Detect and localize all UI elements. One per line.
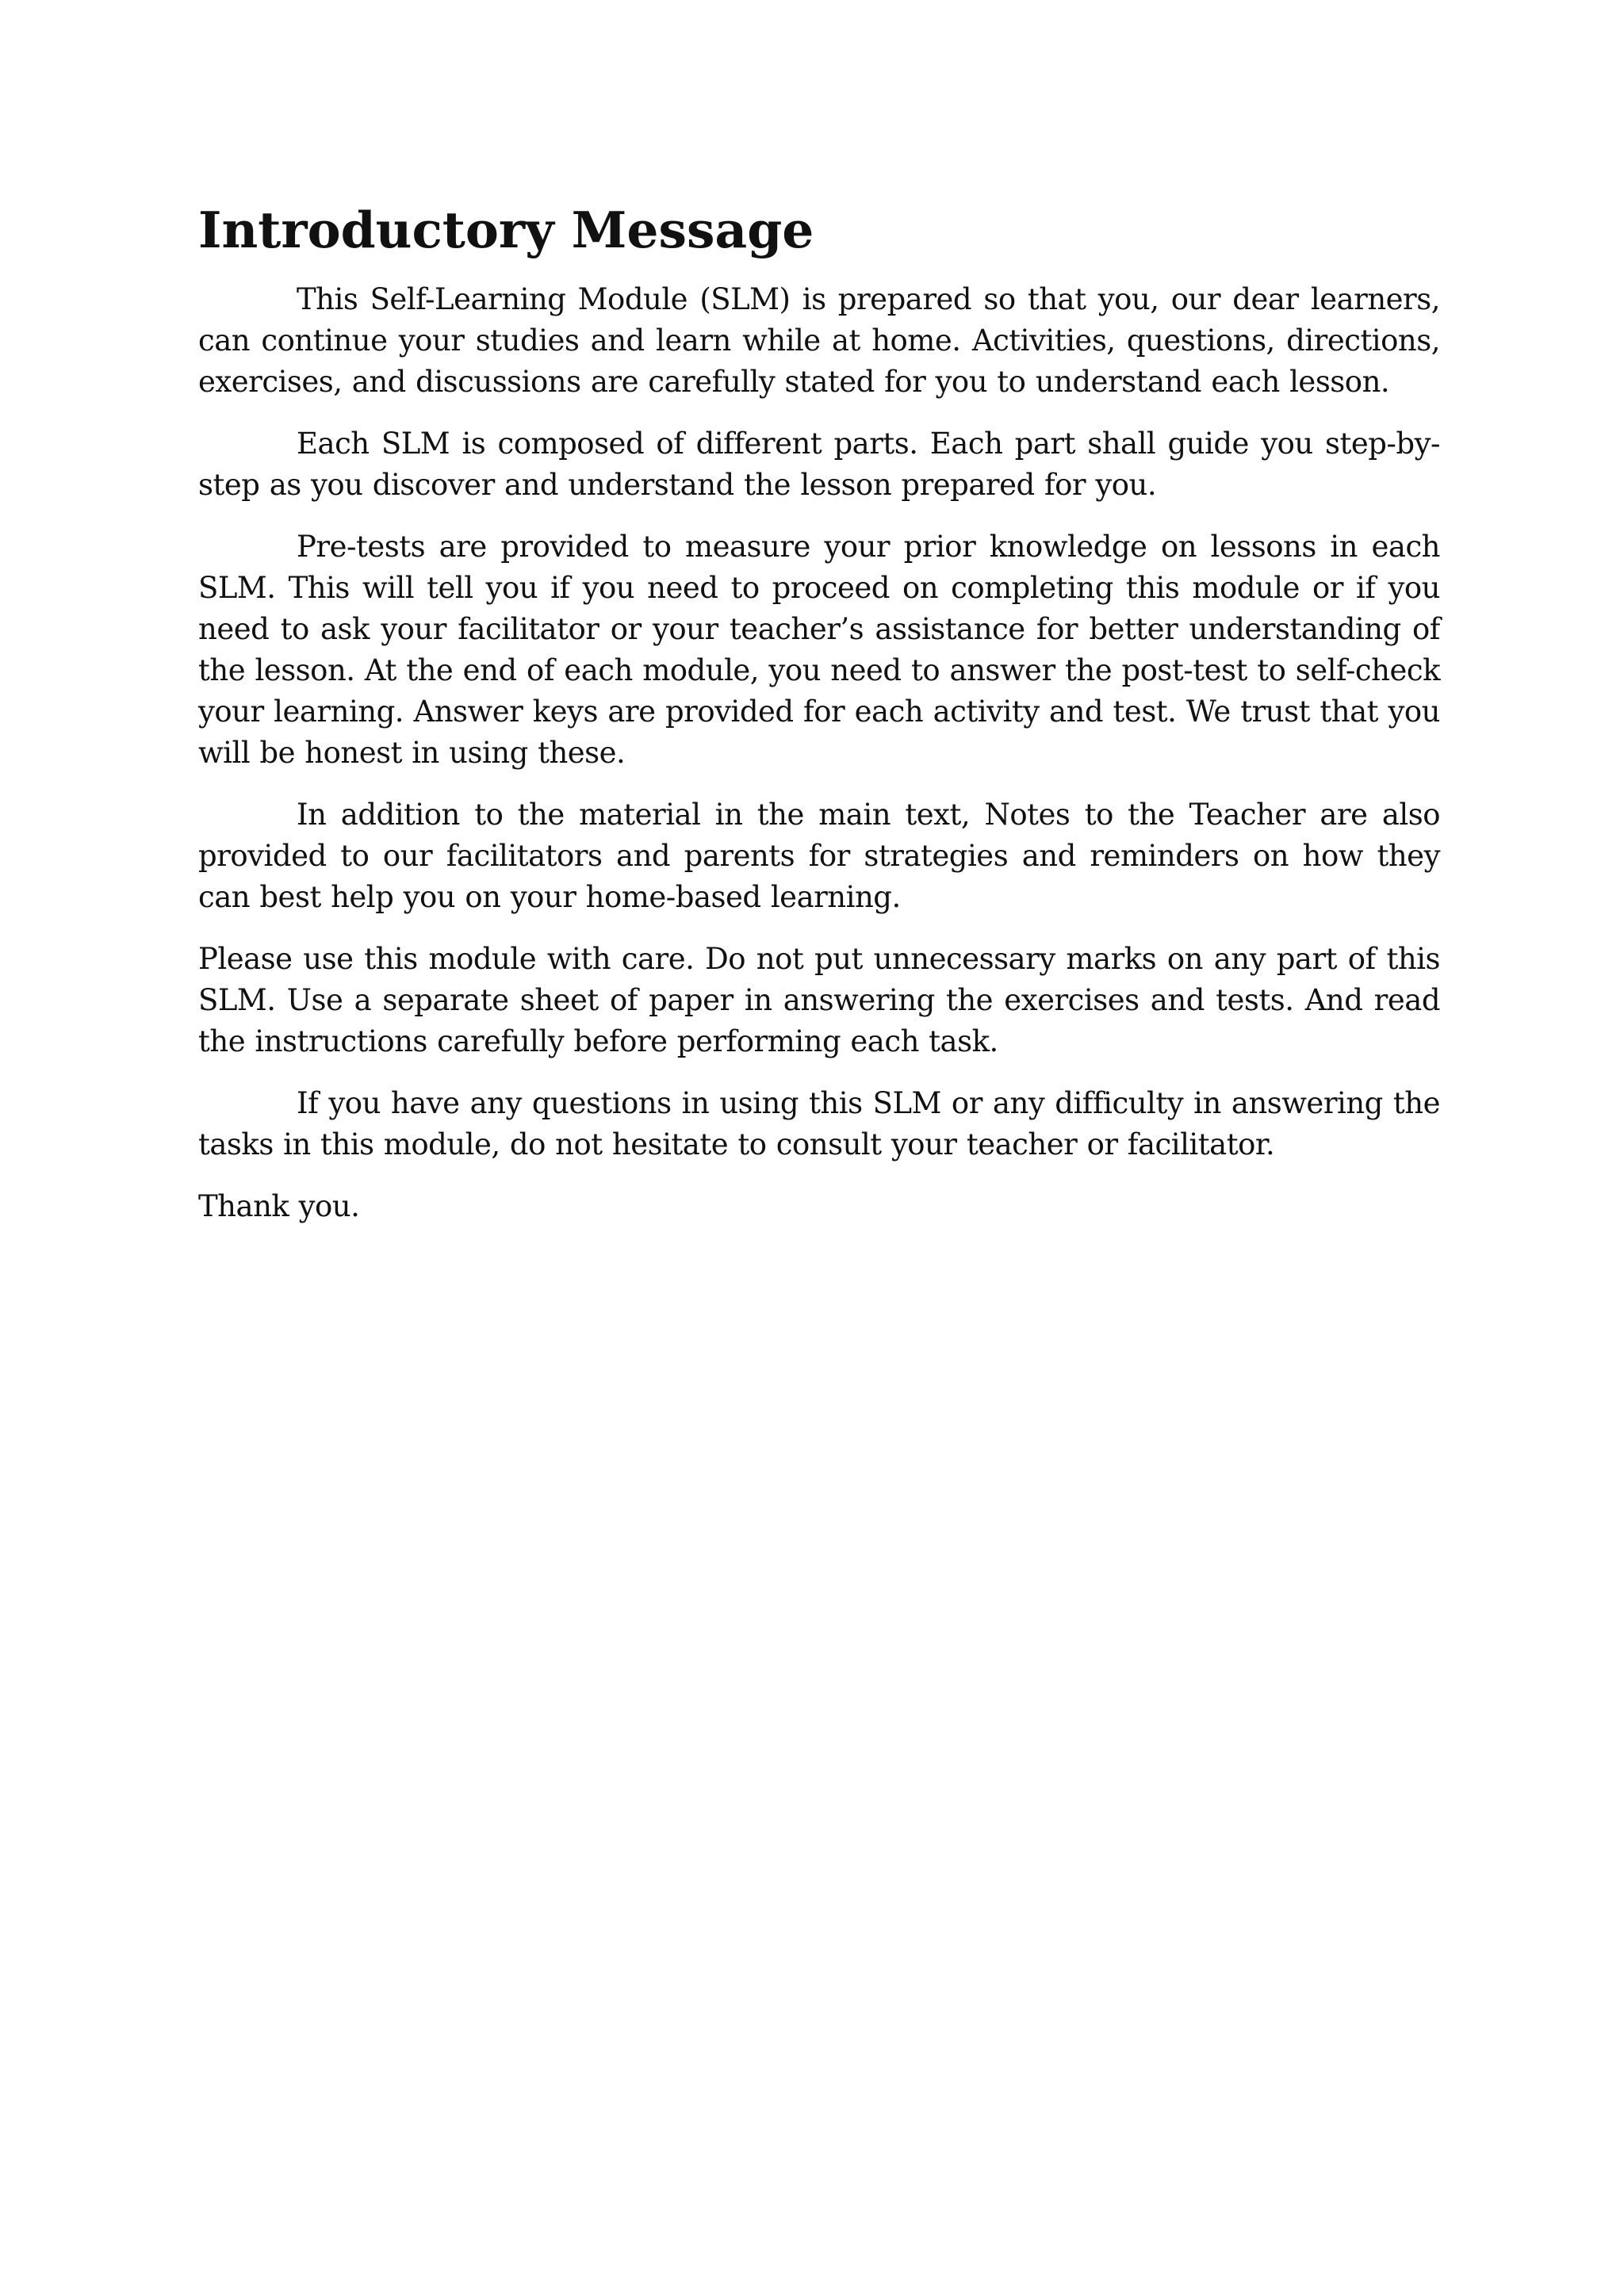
page-title: Introductory Message: [198, 201, 814, 259]
paragraph-pretests: Pre-tests are provided to measure your prior knowledge on lessons in each SLM. This will tell you if you need to proceed on completing this module or if you need to ask your facilitator or your teacher’s assistance for better understanding of the lesson. At the end of each module, you need to answer the post-test to self-check your learning. Answer keys are provided for each activity and test. We trust that you will be honest in using these.: [198, 530, 1440, 770]
paragraph-thanks: Thank you.: [198, 1189, 360, 1223]
paragraph-questions: If you have any questions in using this SLM or any difficulty in answering the tasks in this module, do not hesitate to consult your teacher or facilitator.: [198, 1086, 1440, 1161]
paragraph-intro: This Self-Learning Module (SLM) is prepared so that you, our dear learners, can continue your studies and learn while at home. Activities, questions, directions, exercises, and discussions are carefully stated for you to understand each lesson.: [198, 282, 1440, 399]
paragraph-teacher-notes: In addition to the material in the main text, Notes to the Teacher are also provided to our facilitators and parents for strategies and reminders on how they can best help you on your home-based learning.: [198, 798, 1440, 914]
paragraph-care: Please use this module with care. Do not put unnecessary marks on any part of this SLM. Use a separate sheet of paper in answering the exercises and tests. And read the instructions carefully before performing each task.: [198, 942, 1440, 1058]
document-page: [198, 197, 1440, 1248]
paragraph-parts: Each SLM is composed of different parts. Each part shall guide you step-by-step as you discover and understand the lesson prepared for you.: [198, 427, 1440, 502]
